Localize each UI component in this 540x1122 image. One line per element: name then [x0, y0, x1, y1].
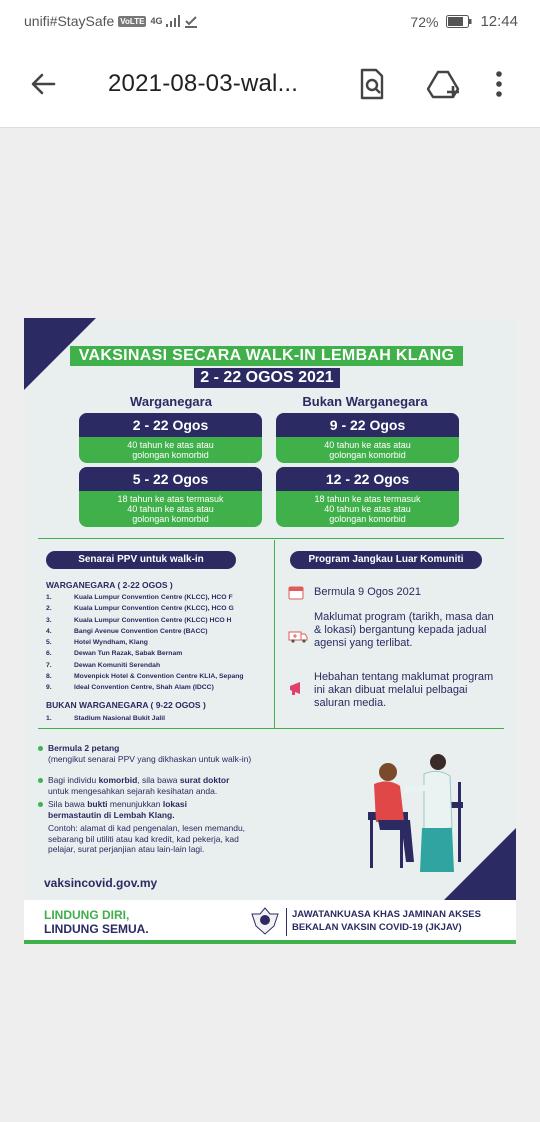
poster-image [24, 318, 516, 944]
card-desc [276, 437, 459, 463]
divider [38, 728, 504, 729]
battery-icon [446, 15, 472, 28]
card-date: 5 - 22 Ogos [79, 467, 262, 491]
card-desc [79, 437, 262, 463]
list-item [46, 662, 286, 673]
list-label: Hotel Wyndham, Klang [74, 639, 148, 647]
list-item [46, 628, 286, 639]
schedule-card [79, 413, 262, 463]
note-bold: komorbid [98, 775, 138, 785]
list-label: Ideal Convention Centre, Shah Alam (IDCC) [74, 684, 214, 692]
note-text: Bagi individu [48, 775, 99, 785]
list-label: Movenpick Hotel & Convention Centre KLIA, Sepang [74, 673, 244, 681]
list-label: Dewan Komuniti Serendah [74, 661, 161, 669]
note-bullet [38, 746, 43, 751]
list-number: 1. [46, 594, 52, 601]
list-item [46, 594, 286, 605]
note-bullet [38, 802, 43, 807]
list-number: 1. [46, 715, 52, 722]
outreach-program-pill: Program Jangkau Luar Komuniti [290, 551, 482, 569]
list-label: Dewan Tun Razak, Sabak Bernam [74, 650, 183, 658]
note-bold: lokasi [162, 799, 187, 809]
column-heading-citizen: Warganegara [130, 394, 212, 409]
list-item [46, 684, 286, 695]
note-item [48, 775, 318, 796]
poster-footer [24, 900, 516, 944]
slogan-line: LINDUNG DIRI, [44, 908, 130, 922]
card-date: 9 - 22 Ogos [276, 413, 459, 437]
note-text: Sila bawa [48, 799, 88, 809]
list-number: 8. [46, 673, 52, 681]
noncitizen-ppv-list [46, 715, 286, 726]
card-date: 2 - 22 Ogos [79, 413, 262, 437]
download-check-icon [184, 14, 198, 28]
clock: 12:44 [480, 13, 518, 30]
divider [286, 908, 287, 936]
app-bar [0, 42, 540, 128]
card-date: 12 - 22 Ogos [276, 467, 459, 491]
card-desc-line: golongan komorbid [132, 450, 209, 460]
list-label: Stadium Nasional Bukit Jalil [74, 715, 166, 722]
list-item [46, 605, 286, 616]
list-number: 7. [46, 661, 52, 669]
ambulance-icon [288, 628, 308, 644]
list-number: 5. [46, 639, 52, 647]
agency-line: JAWATANKUASA KHAS JAMINAN AKSES [292, 909, 481, 920]
card-desc-line: 40 tahun ke atas atau [127, 504, 214, 514]
agency-line: BEKALAN VAKSIN COVID-19 (JKJAV) [292, 922, 462, 933]
coat-of-arms-icon [248, 906, 282, 936]
divider [38, 538, 504, 539]
list-number: 9. [46, 684, 52, 692]
website-url: vaksincovid.gov.my [44, 876, 158, 890]
list-item [46, 715, 286, 726]
program-item: Hebahan tentang maklumat program ini akan dibuat melalui pelbagai saluran media. [314, 671, 494, 709]
schedule-card [276, 413, 459, 463]
list-label: Kuala Lumpur Convention Centre (KLCC), HCO G [74, 605, 234, 613]
list-item [46, 650, 286, 661]
note-example: Contoh: alamat di kad pengenalan, lesen memandu, sebarang bil utiliti atau kad kredit, kad pekerja, kad pelajar, surat perjanjian atau lain-lain lagi. [48, 823, 246, 854]
slogan [44, 908, 149, 936]
list-number: 6. [46, 650, 52, 658]
card-desc-line: 40 tahun ke atas atau [324, 504, 411, 514]
list-number: 2. [46, 605, 52, 613]
agency-name [292, 908, 481, 934]
volte-badge: VoLTE [120, 16, 145, 26]
network-type: 4G [150, 16, 163, 26]
note-item [48, 799, 278, 855]
card-desc-line: 40 tahun ke atas atau [324, 440, 411, 450]
list-number: 4. [46, 627, 52, 635]
signal-icon [166, 15, 180, 27]
schedule-card [276, 467, 459, 527]
noncitizen-list-heading: BUKAN WARGANEGARA ( 9-22 OGOS ) [46, 700, 206, 710]
list-item [46, 673, 286, 684]
program-item: Maklumat program (tarikh, masa dan & lokasi) bergantung kepada jadual agensi yang terlibat. [314, 611, 494, 649]
note-text: untuk mengesahkan sejarah kesihatan anda. [48, 785, 218, 796]
megaphone-icon [288, 680, 306, 696]
card-desc-line: golongan komorbid [329, 514, 406, 524]
more-vert-icon[interactable] [492, 66, 506, 102]
card-desc [79, 491, 262, 527]
card-desc [276, 491, 459, 527]
card-desc-line: golongan komorbid [329, 450, 406, 460]
document-title: 2021-08-03-wal... [108, 70, 299, 97]
card-desc-line: 18 tahun ke atas termasuk [314, 494, 421, 504]
list-item [46, 617, 286, 628]
poster-dates: 2 - 22 OGOS 2021 [194, 368, 340, 388]
list-item [46, 639, 286, 650]
back-arrow-icon[interactable] [26, 67, 60, 101]
note-bold: bermastautin di Lembah Klang. [48, 809, 175, 820]
carrier-name: unifi#StaySafe [24, 13, 115, 29]
citizen-ppv-list [46, 594, 286, 696]
note-text: , sila bawa [137, 775, 180, 785]
vaccination-illustration [360, 752, 470, 890]
citizen-list-heading: WARGANEGARA ( 2-22 OGOS ) [46, 580, 173, 590]
battery-percent: 72% [410, 13, 439, 30]
note-bullet [38, 778, 43, 783]
card-desc-line: golongan komorbid [132, 514, 209, 524]
list-label: Bangi Avenue Convention Centre (BACC) [74, 627, 208, 635]
note-bold: Bermula 2 petang [48, 743, 120, 753]
note-bold: bukti [87, 799, 108, 809]
schedule-card [79, 467, 262, 527]
column-heading-noncitizen: Bukan Warganegara [302, 394, 428, 409]
list-label: Kuala Lumpur Convention Centre (KLCC) HCO H [74, 616, 232, 624]
poster-title: VAKSINASI SECARA WALK-IN LEMBAH KLANG [70, 346, 463, 366]
card-desc-line: 18 tahun ke atas termasuk [117, 494, 224, 504]
list-label: Kuala Lumpur Convention Centre (KLCC), HCO F [74, 594, 233, 601]
status-bar [0, 0, 540, 42]
note-text: menunjukkan [107, 799, 163, 809]
add-to-drive-icon[interactable] [426, 66, 462, 102]
program-item: Bermula 9 Ogos 2021 [314, 586, 422, 598]
calendar-icon [288, 584, 304, 600]
list-number: 3. [46, 616, 52, 624]
card-desc-line: 40 tahun ke atas atau [127, 440, 214, 450]
note-text: (mengikut senarai PPV yang dikhaskan untuk walk-in) [48, 753, 252, 764]
find-in-page-icon[interactable] [354, 66, 390, 102]
slogan-line: LINDUNG SEMUA. [44, 922, 149, 936]
note-item [48, 743, 318, 764]
note-bold: surat doktor [179, 775, 230, 785]
ppv-list-pill: Senarai PPV untuk walk-in [46, 551, 236, 569]
